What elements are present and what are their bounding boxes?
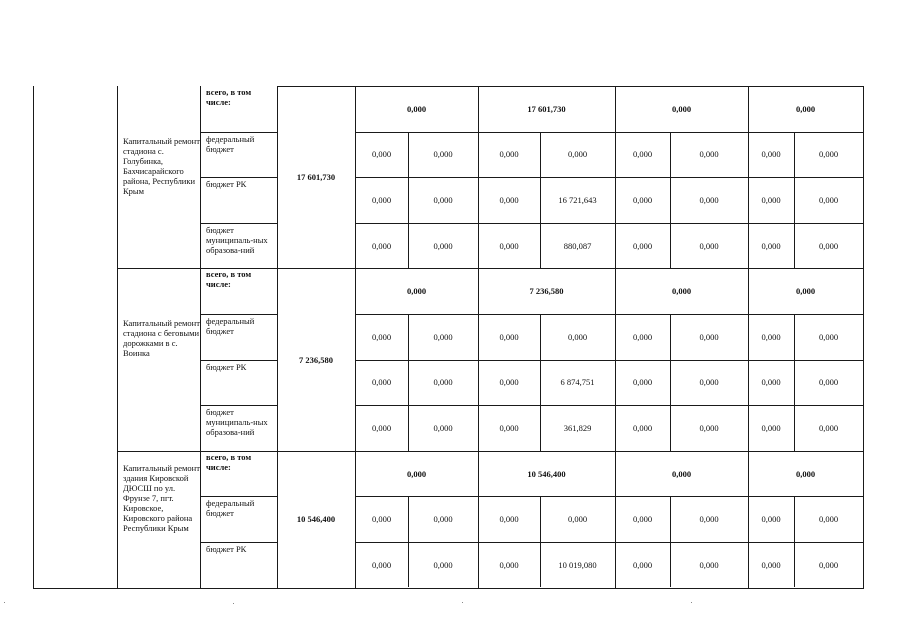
table-cell: 0,000	[371, 514, 392, 525]
scan-speck	[462, 602, 463, 603]
table-cell: 0,000	[761, 240, 781, 251]
table-cell: 0,000	[632, 149, 653, 160]
year-total-cell: 10 546,400	[527, 468, 566, 479]
column-rule	[277, 86, 278, 588]
row-rule	[355, 496, 863, 497]
table-cell: 0,000	[632, 195, 653, 205]
table-cell: 0,000	[499, 195, 519, 205]
table-cell: 0,000	[699, 423, 719, 433]
table-cell: 0,000	[632, 331, 653, 342]
year-total-cell: 17 601,730	[527, 103, 566, 114]
table-cell: 361,829	[563, 423, 592, 433]
table-cell: 0,000	[818, 514, 839, 525]
bottom-border	[33, 588, 864, 589]
row-rule	[200, 496, 277, 497]
row-label-total: всего, в том числе:	[206, 451, 252, 472]
row-label-total: всего, в том числе:	[206, 87, 252, 107]
scan-speck	[691, 602, 692, 603]
table-cell: 0,000	[567, 331, 588, 342]
table-cell: 0,000	[761, 149, 781, 160]
table-cell: 0,000	[499, 149, 519, 160]
table-cell: 0,000	[818, 377, 839, 388]
table-cell: 0,000	[818, 240, 839, 251]
right-border	[863, 86, 864, 588]
table-cell: 0,000	[699, 240, 719, 251]
sub-rule	[670, 496, 671, 587]
table-cell: 0,000	[499, 559, 519, 570]
table-cell: 0,000	[761, 559, 781, 570]
table-cell: 0,000	[818, 559, 839, 570]
table-cell: 0,000	[499, 240, 519, 251]
table-cell: 0,000	[632, 240, 653, 251]
row-rule	[200, 314, 277, 315]
row-label-federal: федеральный бюджет	[206, 498, 255, 519]
table-cell: 0,000	[499, 423, 519, 433]
table-cell: 0,000	[699, 559, 719, 570]
table-cell: 0,000	[371, 240, 392, 251]
row-rule	[355, 360, 863, 361]
year-total-cell: 0,000	[795, 286, 816, 297]
table-cell: 0,000	[761, 423, 781, 433]
row-label-municipal: бюджет муниципаль-ных образова-ний	[206, 224, 268, 255]
table-cell: 0,000	[761, 514, 781, 525]
row-label-federal: федеральный бюджет	[206, 316, 255, 336]
top-border	[277, 86, 863, 87]
row-rule	[355, 132, 863, 133]
table-cell: 0,000	[567, 514, 588, 525]
row-label-rk: бюджет РК	[206, 179, 247, 190]
table-cell: 0,000	[433, 559, 453, 570]
row-rule	[355, 542, 863, 543]
table-cell: 0,000	[632, 377, 653, 388]
table-cell: 0,000	[371, 423, 392, 433]
table-cell: 0,000	[371, 559, 392, 570]
table-cell: 0,000	[632, 559, 653, 570]
row-label-total: всего, в том числе:	[206, 269, 252, 290]
table-cell: 0,000	[433, 149, 453, 160]
table-cell: 880,087	[563, 240, 592, 251]
table-cell: 0,000	[433, 377, 453, 388]
project-name: Капитальный ремонт стадиона с беговыми дорожками в с. Воинка	[123, 318, 200, 359]
sub-rule	[408, 496, 409, 587]
table-cell: 0,000	[433, 195, 453, 205]
table-cell: 0,000	[632, 423, 653, 433]
year-total-cell: 7 236,580	[529, 286, 564, 297]
row-label-municipal: бюджет муниципаль-ных образова-ний	[206, 407, 268, 438]
column-rule	[117, 86, 118, 588]
table-cell: 0,000	[699, 195, 719, 205]
table-cell: 0,000	[761, 195, 781, 205]
table-cell: 0,000	[499, 377, 519, 388]
scan-speck	[4, 602, 5, 603]
sub-rule	[540, 496, 541, 587]
year-total-cell: 0,000	[671, 286, 692, 297]
table-cell: 0,000	[818, 423, 839, 433]
table-cell: 0,000	[499, 331, 519, 342]
row-rule	[200, 542, 277, 543]
row-rule	[200, 405, 277, 406]
table-cell: 0,000	[433, 423, 453, 433]
year-total-cell: 0,000	[406, 468, 427, 479]
table-cell: 0,000	[818, 331, 839, 342]
table-cell: 0,000	[699, 514, 719, 525]
table-cell: 0,000	[818, 149, 839, 160]
year-total-cell: 0,000	[671, 468, 692, 479]
row-rule	[355, 223, 863, 224]
row-label-rk: бюджет РК	[206, 361, 247, 372]
table-cell: 0,000	[761, 377, 781, 388]
project-name: Капитальный ремонт здания Кировской ДЮСШ по ул. Фрунзе 7, пгт. Кировское, Кировского района Республики Крым	[123, 462, 200, 533]
left-border	[33, 86, 34, 588]
table-cell: 0,000	[433, 514, 453, 525]
table-cell: 0,000	[761, 331, 781, 342]
row-rule	[355, 314, 863, 315]
year-total-cell: 0,000	[671, 103, 692, 114]
sub-rule	[794, 496, 795, 587]
year-total-cell: 0,000	[406, 103, 427, 114]
table-cell: 16 721,643	[558, 195, 597, 205]
table-cell: 0,000	[371, 149, 392, 160]
project-name: Капитальный ремонт стадиона с. Голубинка, Бахчисарайского района, Республики Крым	[123, 136, 200, 196]
table-cell: 0,000	[371, 195, 392, 205]
table-cell: 0,000	[699, 377, 719, 388]
table-cell: 0,000	[433, 240, 453, 251]
table-cell: 0,000	[818, 195, 839, 205]
table-cell: 0,000	[699, 331, 719, 342]
table-cell: 6 874,751	[560, 377, 595, 388]
table-cell: 0,000	[371, 331, 392, 342]
project-total: 17 601,730	[296, 172, 336, 183]
year-total-cell: 0,000	[406, 286, 427, 297]
row-rule	[355, 405, 863, 406]
project-total: 10 546,400	[296, 514, 336, 525]
table-cell: 0,000	[371, 377, 392, 388]
year-total-cell: 0,000	[795, 468, 816, 479]
table-cell: 0,000	[699, 149, 719, 160]
table-cell: 0,000	[567, 149, 588, 160]
row-rule	[200, 177, 277, 178]
table-cell: 0,000	[433, 331, 453, 342]
row-label-federal: федеральный бюджет	[206, 133, 255, 154]
table-cell: 0,000	[632, 514, 653, 525]
year-total-cell: 0,000	[795, 103, 816, 114]
row-rule	[355, 177, 863, 178]
table-cell: 0,000	[499, 514, 519, 525]
table-cell: 10 019,080	[558, 559, 597, 570]
scan-speck	[233, 603, 234, 604]
row-label-rk: бюджет РК	[206, 544, 247, 554]
project-total: 7 236,580	[299, 354, 333, 365]
